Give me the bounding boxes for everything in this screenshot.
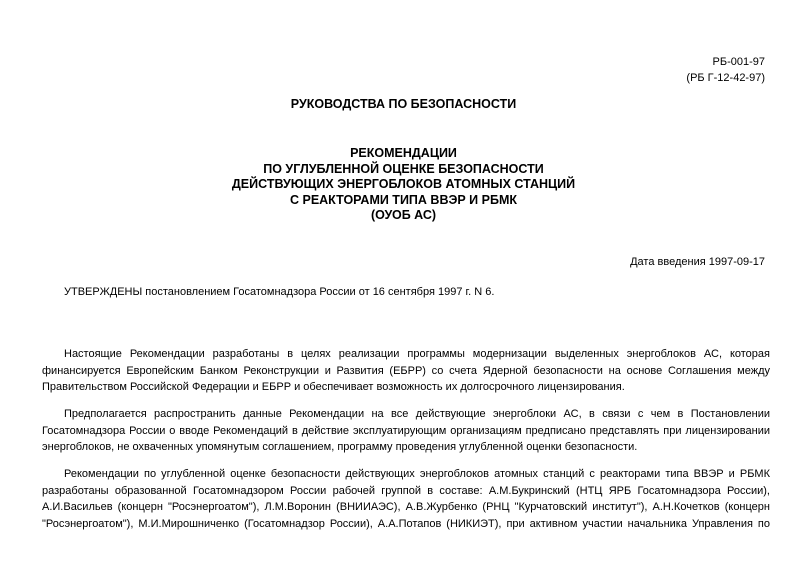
title-line: (ОУОБ АС) [370, 208, 437, 222]
paragraph-line: Правительством Российской Федерации и ЕБРР и обеспечивает возможность их долгосрочного лицензирования. [42, 381, 625, 393]
paragraph [42, 346, 770, 396]
paragraph-line: разработаны образованной Госатомнадзором России рабочей группой в составе: А.М.Букринский (НТЦ ЯРБ Госатомнадзора России), [42, 484, 770, 497]
document-code-block [686, 54, 765, 86]
paragraph-line: Настоящие Рекомендации разработаны в целях реализации программы модернизации выделенных энергоблоков АС, которая [64, 348, 770, 360]
paragraph-line: "Росэнергоатом"), М.И.Мирошниченко (Госатомнадзор России), А.А.Потапов (НИКИЭТ), при активном участии начальника Управления по [42, 517, 770, 530]
introduction-date: Дата введения 1997-09-17 [630, 256, 765, 268]
paragraph-line: Предполагается распространить данные Рекомендации на все действующие энергоблоки АС, в связи с чем в Постановлении [64, 408, 770, 420]
title-line: РЕКОМЕНДАЦИИ [350, 146, 457, 160]
paragraph [42, 406, 770, 456]
document-title [0, 146, 807, 224]
title-line: ДЕЙСТВУЮЩИХ ЭНЕРГОБЛОКОВ АТОМНЫХ СТАНЦИЙ [231, 177, 576, 191]
document-alt-code: (РБ Г-12-42-97) [686, 72, 765, 84]
paragraph-line: энергоблоков, не охваченных упомянутым соглашением, программу проведения углубленной оценки безопасности. [42, 441, 638, 453]
series-title: РУКОВОДСТВА ПО БЕЗОПАСНОСТИ [290, 97, 517, 111]
title-line: С РЕАКТОРАМИ ТИПА ВВЭР И РБМК [289, 192, 517, 207]
paragraph-line: Госатомнадзора России о вводе Рекомендаций в действие эксплуатирующим организациям предписано представлять при лицензировании [42, 424, 770, 437]
paragraph-line: Рекомендации по углубленной оценке безопасности действующих энергоблоков атомных станций с реакторами типа ВВЭР и РБМК [64, 468, 770, 480]
paragraph [42, 466, 770, 532]
paragraph-line: финансируется Европейским Банком Реконструкции и Развития (ЕБРР) со счета Ядерной безопасности на основе Соглашения между [42, 364, 770, 377]
document-code: РБ-001-97 [712, 56, 765, 68]
paragraph-line: А.И.Васильев (концерн "Росэнергоатом"), Л.М.Воронин (ВНИИАЭС), А.В.Журбенко (РНЦ "Курчатовский институт"), А.Н.Кочетков (концерн [42, 501, 770, 513]
title-line: ПО УГЛУБЛЕННОЙ ОЦЕНКЕ БЕЗОПАСНОСТИ [263, 161, 544, 176]
approval-statement: УТВЕРЖДЕНЫ постановлением Госатомнадзора России от 16 сентября 1997 г. N 6. [64, 286, 495, 298]
